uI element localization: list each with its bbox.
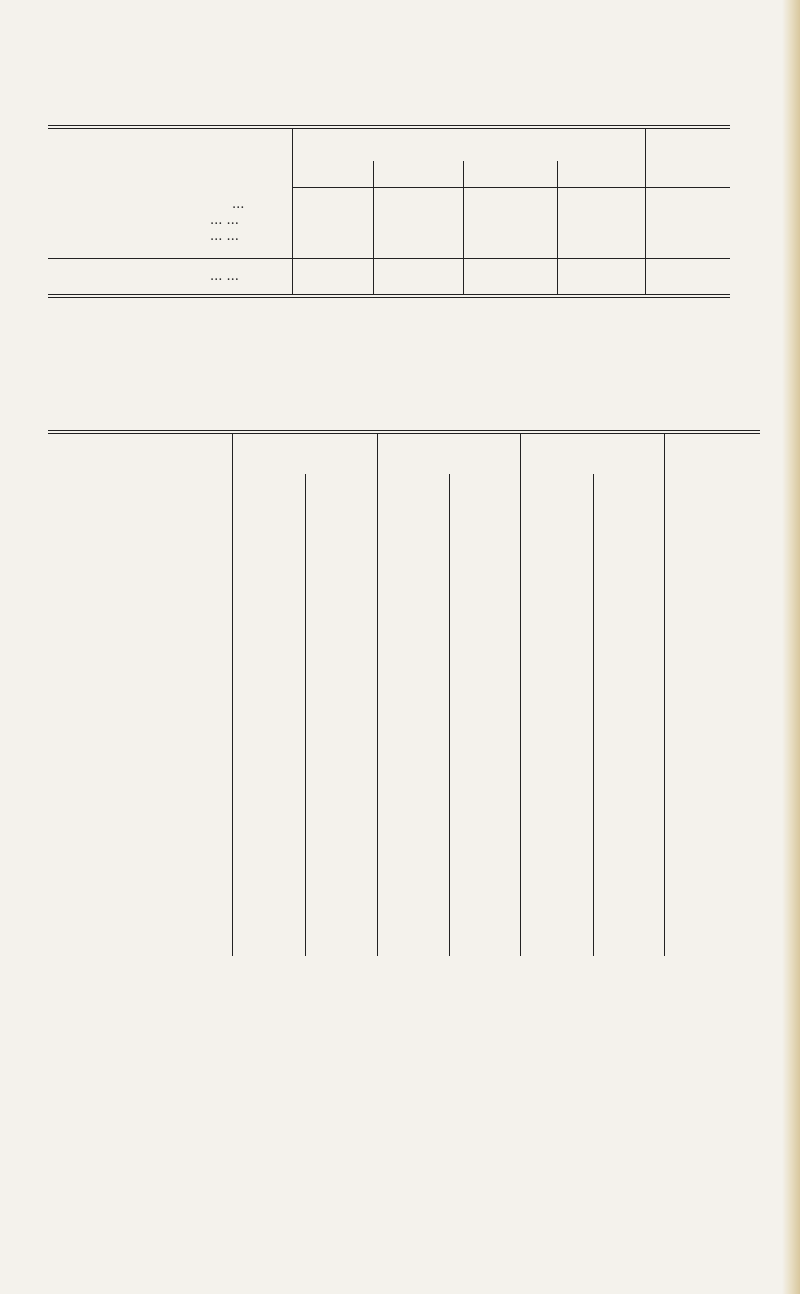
leader-dots: ... ... <box>210 213 239 228</box>
leader-dots: ... <box>232 197 245 212</box>
leader-dots: ... ... <box>210 269 239 284</box>
leader-dots: ... ... <box>210 229 239 244</box>
